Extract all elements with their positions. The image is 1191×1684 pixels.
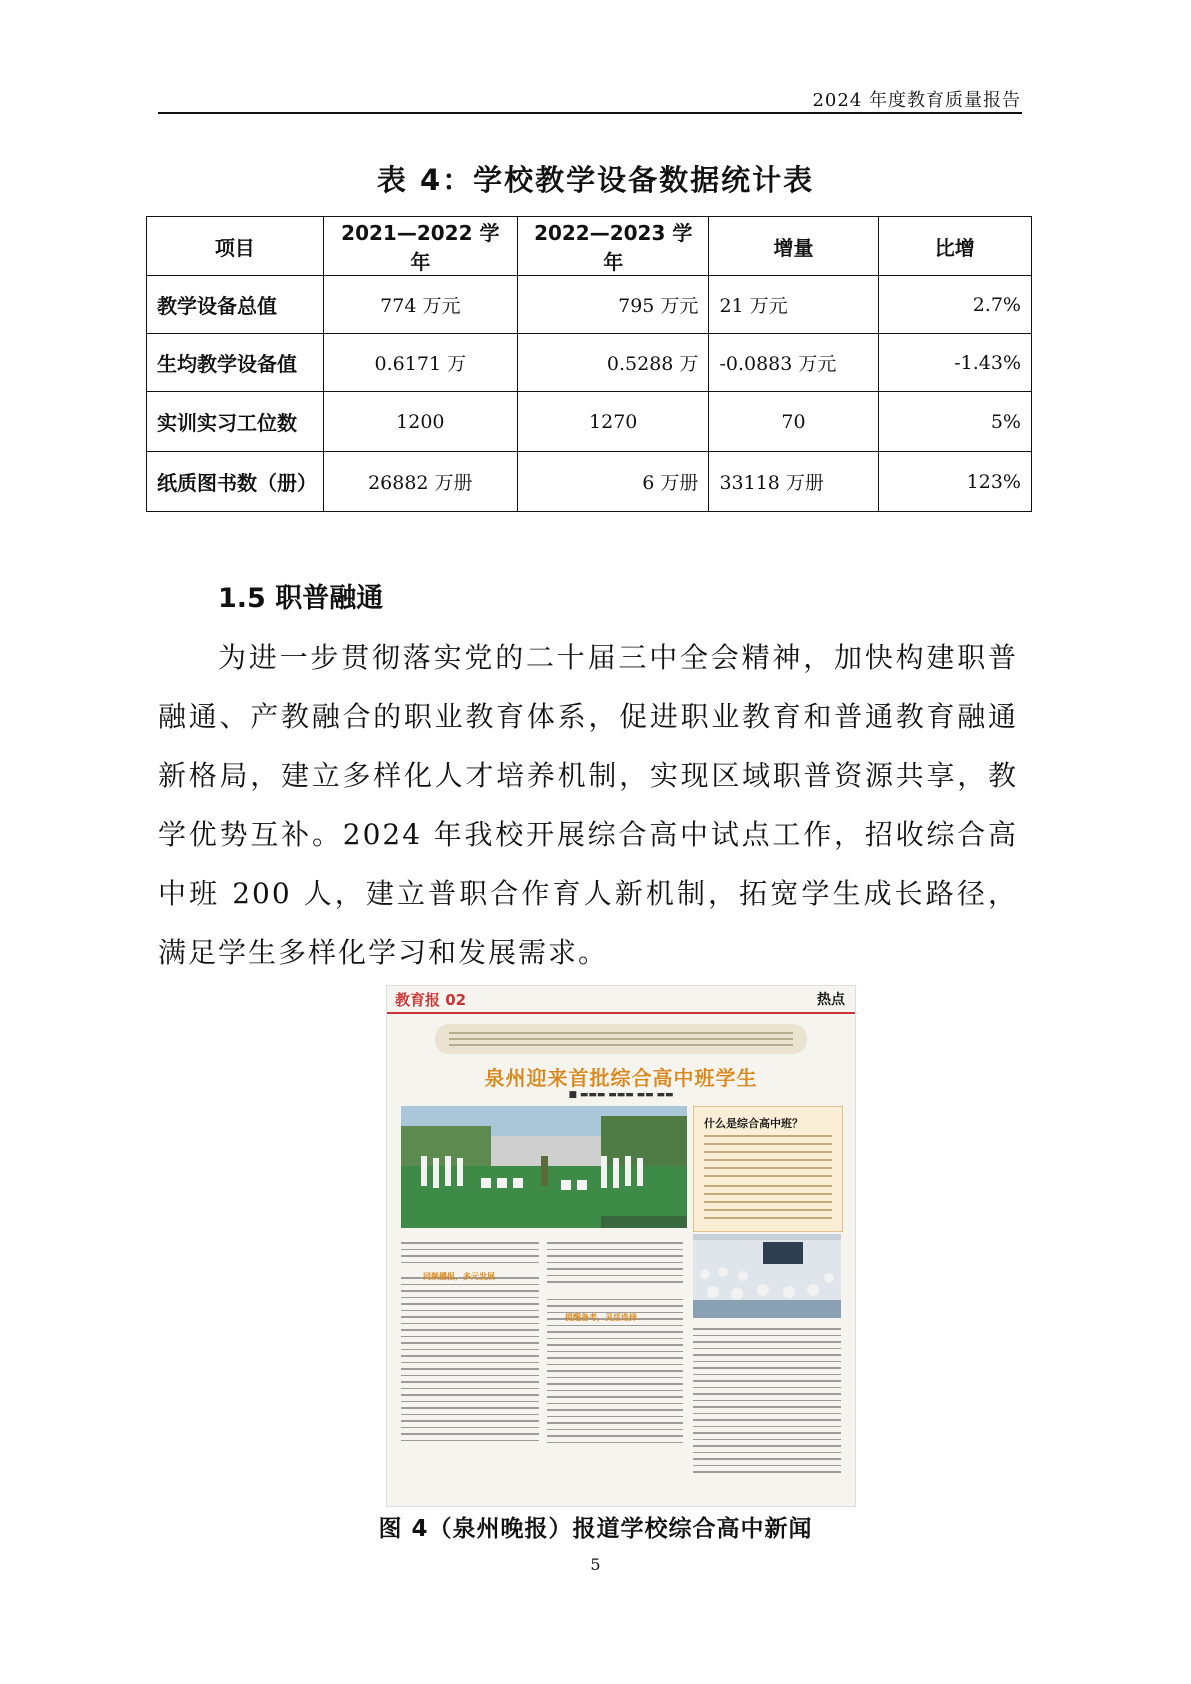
table-row [147, 334, 1032, 392]
table-title: 表 4：学校教学设备数据统计表 [376, 163, 815, 197]
header-divider [158, 112, 1022, 114]
newspaper-byline: ■ ▬▬▬ ▬▬▬ ▬▬ ▬▬ [568, 1090, 674, 1100]
cell-increase: 33118 万册 [709, 452, 878, 512]
newspaper-section-tag: 热点 [817, 992, 845, 1008]
section-heading: 1.5 职普融通 [218, 583, 384, 614]
newspaper-subheading: 同频播报，多元发展 [423, 1272, 495, 1281]
table-row [147, 392, 1032, 452]
column-header: 2022—2023 学年 [518, 217, 709, 276]
column-header: 2021—2022 学年 [323, 217, 517, 276]
newspaper-logo: 教育报 02 [395, 991, 467, 1009]
cell-2021-2022: 774 万元 [323, 276, 517, 334]
body-paragraph: 为进一步贯彻落实党的二十届三中全会精神，加快构建职普融通、产教融合的职业教育体系，促进职业教育和普通教育融通新格局，建立多样化人才培养机制，实现区域职普资源共享，教学优势互补。2024 年我校开展综合高中试点工作，招收综合高中班 200 人，建立普职合作育人新机制，拓宽学生成长路径，满足学生多样化学习和发展需求。 [158, 641, 1018, 969]
table-row [147, 452, 1032, 512]
cell-2022-2023: 795 万元 [518, 276, 709, 334]
figure-caption: 图 4（泉州晚报）报道学校综合高中新闻 [378, 1516, 813, 1542]
row-label: 教学设备总值 [147, 276, 324, 334]
cell-2022-2023: 0.5288 万 [518, 334, 709, 392]
column-header: 比增 [878, 217, 1031, 276]
cell-ratio: 2.7% [878, 276, 1031, 334]
row-label: 实训实习工位数 [147, 392, 324, 452]
classroom-photo [693, 1234, 841, 1318]
table-header-row [147, 217, 1032, 276]
cell-ratio: 123% [878, 452, 1031, 512]
column-header: 增量 [709, 217, 878, 276]
cell-2021-2022: 0.6171 万 [323, 334, 517, 392]
sidebar-title: 什么是综合高中班？ [704, 1117, 803, 1130]
students-outdoor-photo [401, 1106, 687, 1228]
cell-2022-2023: 1270 [518, 392, 709, 452]
newspaper-sidebar-box [693, 1106, 843, 1232]
newspaper-masthead [387, 986, 855, 1014]
cell-2021-2022: 26882 万册 [323, 452, 517, 512]
row-label: 纸质图书数（册） [147, 452, 324, 512]
newspaper-text-column [693, 1328, 841, 1478]
cell-2021-2022: 1200 [323, 392, 517, 452]
cell-increase: 21 万元 [709, 276, 878, 334]
cell-increase: 70 [709, 392, 878, 452]
cell-ratio: 5% [878, 392, 1031, 452]
newspaper-subheading: 提醒备考，灵活选择 [565, 1313, 637, 1322]
row-label: 生均教学设备值 [147, 334, 324, 392]
cell-ratio: -1.43% [878, 334, 1031, 392]
column-header: 项目 [147, 217, 324, 276]
report-header-title: 2024 年度教育质量报告 [812, 90, 1021, 111]
cell-2022-2023: 6 万册 [518, 452, 709, 512]
table-row [147, 276, 1032, 334]
newspaper-clipping-image [386, 985, 856, 1507]
cell-increase: -0.0883 万元 [709, 334, 878, 392]
newspaper-headline: 泉州迎来首批综合高中班学生 [484, 1066, 758, 1090]
newspaper-intro-box [435, 1024, 807, 1054]
page-number: 5 [590, 1555, 601, 1574]
equipment-stats-table [146, 216, 1032, 512]
newspaper-text-column [547, 1242, 683, 1448]
